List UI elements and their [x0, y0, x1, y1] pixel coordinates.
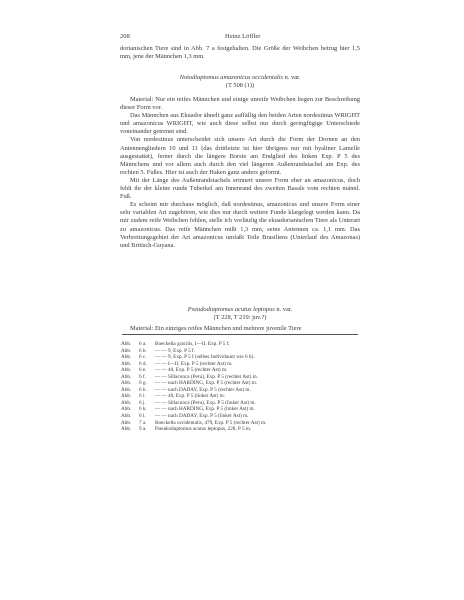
section1-body: [120, 96, 360, 250]
figure-id: 6 j.: [139, 399, 146, 406]
figure-text: — — nach HARDING, Exp. P 5 (rechter Ast) m.: [155, 380, 258, 387]
figure-id: 6 d.: [139, 360, 147, 367]
figure-id: 6 l.: [139, 413, 146, 420]
section2-paragraph: Material: Ein einziges reifes Männchen und mehrere juvenile Tiere: [130, 325, 302, 332]
figure-id: 6 k.: [139, 406, 147, 413]
figure-abb: Abb.: [121, 386, 132, 393]
figure-text: Boeckella occidentalis, 479, Exp. P 5 (rechter Ast) m.: [155, 419, 267, 426]
figure-id: 6 c.: [139, 354, 147, 361]
figure-abb: Abb.: [121, 354, 132, 361]
figure-text: Boeckella gracilis, I—II, Exp. P 5 f.: [155, 341, 230, 347]
figure-id: 6 e.: [139, 367, 147, 374]
figure-abb: Abb.: [121, 406, 132, 413]
section1-paragraph-3: Von nordestinus unterscheidet sich unsere Art durch die Form der Dornen an den Antennengliedern 10 und 11 (das drittletzte ist hier übrigens nur mit hyaliner Lamelle ausgestattet), ferner durch die längere Borste am Endglied des linken Exp. P 5 des Männchens und vor allem auch durch den viel längeren Außenrandstachel am Exp. des rechten 5. Fußes. Hier ist auch der Haken ganz anders geformt.: [120, 136, 360, 176]
top-paragraph: [120, 45, 360, 61]
figure-text: — — 9, Exp. P 5 f (selbes Individuum wie 6 b).: [155, 354, 255, 361]
figure-text: — — nach DADAY, Exp. P 5 (linker Ast) m.: [155, 413, 249, 420]
section1-paragraph-4: Mit der Länge des Außenrandstachels erinnert unsere Form eher an amazonicus, doch fehlt ihr der kleine runde Tuberkel am Innenrand des zweiten Basale vom rechten männl. Fuß.: [120, 176, 360, 201]
section1-paragraph-5: Es scheint mir durchaus möglich, daß nordestinus, amazonicus und unsere Form einer sehr variablen Art zugehören, wie dies nur durch weitere Funde klargelegt werden kann. Da mir zudem reife Weibchen fehlen, stelle ich vorläufig die ekuadorianischen Tiere als Unterart zu amazonicus. Das reife Männchen mißt 1,3 mm, seine Antennen ca. 1,1 mm. Das Verbreitungsgebiet der Art amazonicus umfaßt Teile Brasiliens (Unterlauf des Amazonas) und Britisch-Guyana.: [120, 201, 360, 249]
section1-paragraph-1: Material: Nur ein reifes Männchen und einige unreife Weibchen liegen zur Beschreibung dieser Form vor.: [120, 96, 360, 112]
paragraph: dorianischen Tiere sind in Abb. 7 a festgehalten. Die Größe der Weibchen betrug hier 1,5 mm, jene der Männchen 1,3 mm.: [120, 45, 360, 61]
section2-species: Pseudodiaptomus acutus leptopus: [187, 306, 275, 313]
figure-abb: Abb.: [121, 360, 132, 367]
section1-species: Notodiaptomus amazonicus occidentalis: [179, 74, 283, 81]
figure-abb: Abb.: [121, 341, 132, 347]
figure-text: — — Sillacunca (Peru), Exp. P 5 (rechter Ast) m.: [155, 373, 258, 380]
figure-id: 7 a.: [139, 419, 147, 426]
figure-id: 6 i.: [139, 393, 146, 400]
figure-text: — — 40, Exp. P 5 (rechter Ast) m.: [155, 367, 228, 374]
figure-abb: Abb.: [121, 380, 132, 387]
section2-body: [120, 325, 360, 333]
section1-paragraph-2: Das Männchen aus Ekuador ähnelt ganz auffällig den beiden Arten nordestinus WRIGHT und amazonicus WRIGHT, wie auch diese selbst nur durch geringfügige Unterschiede voneinander getrennt sind.: [120, 112, 360, 136]
figure-abb: Abb.: [121, 419, 132, 426]
section2-suffix: n. var.: [276, 306, 293, 313]
section2-heading: [120, 306, 360, 322]
figure-abb: Abb.: [121, 399, 132, 406]
figure-text: — — nach HARDING, Exp. P 5 (linker Ast) m.: [155, 406, 255, 413]
figure-id: 9 a.: [139, 426, 147, 433]
section2-title: [120, 306, 360, 314]
figure-caption: [121, 426, 361, 433]
figure-text: — — 9, Exp. P 5 f.: [155, 347, 196, 354]
figure-text: — — I—II, Exp. P 5 (rechter Ast) m.: [155, 360, 233, 367]
figure-abb: Abb.: [121, 413, 132, 420]
figure-abb: Abb.: [121, 426, 132, 433]
figure-abb: Abb.: [121, 393, 132, 400]
section1-ref: (T 508 (1)): [225, 82, 255, 90]
figure-text: — — 40, Exp. P 5 (linker Ast) m.: [155, 393, 225, 400]
running-head: Heinz Löffler: [225, 33, 261, 40]
section2-ref: (T 228, T 219: juv.?): [213, 314, 267, 322]
figure-text: — — nach DADAY, Exp. P 5 (rechter Ast) m.: [155, 386, 251, 393]
section1-title: [120, 74, 360, 82]
divider: [122, 334, 358, 335]
section1-heading: [120, 74, 360, 90]
figure-list: [121, 341, 361, 433]
figure-abb: Abb.: [121, 367, 132, 374]
figure-abb: Abb.: [121, 373, 132, 380]
figure-text: — — Sillacunca (Peru), Exp. P 5 (linker Ast) m.: [155, 399, 256, 406]
figure-abb: Abb.: [121, 347, 132, 354]
figure-id: 6 b.: [139, 347, 147, 354]
figure-id: 6 g.: [139, 380, 147, 387]
figure-id: 6 f.: [139, 373, 146, 380]
figure-id: 6 h.: [139, 386, 147, 393]
figure-id: 6 a.: [139, 341, 147, 347]
figure-text: Pseudodiaptomus acutus leptopus, 228, P 5 m.: [155, 426, 252, 433]
page-number: 208: [120, 33, 130, 40]
section1-suffix: n. var.: [284, 74, 301, 81]
